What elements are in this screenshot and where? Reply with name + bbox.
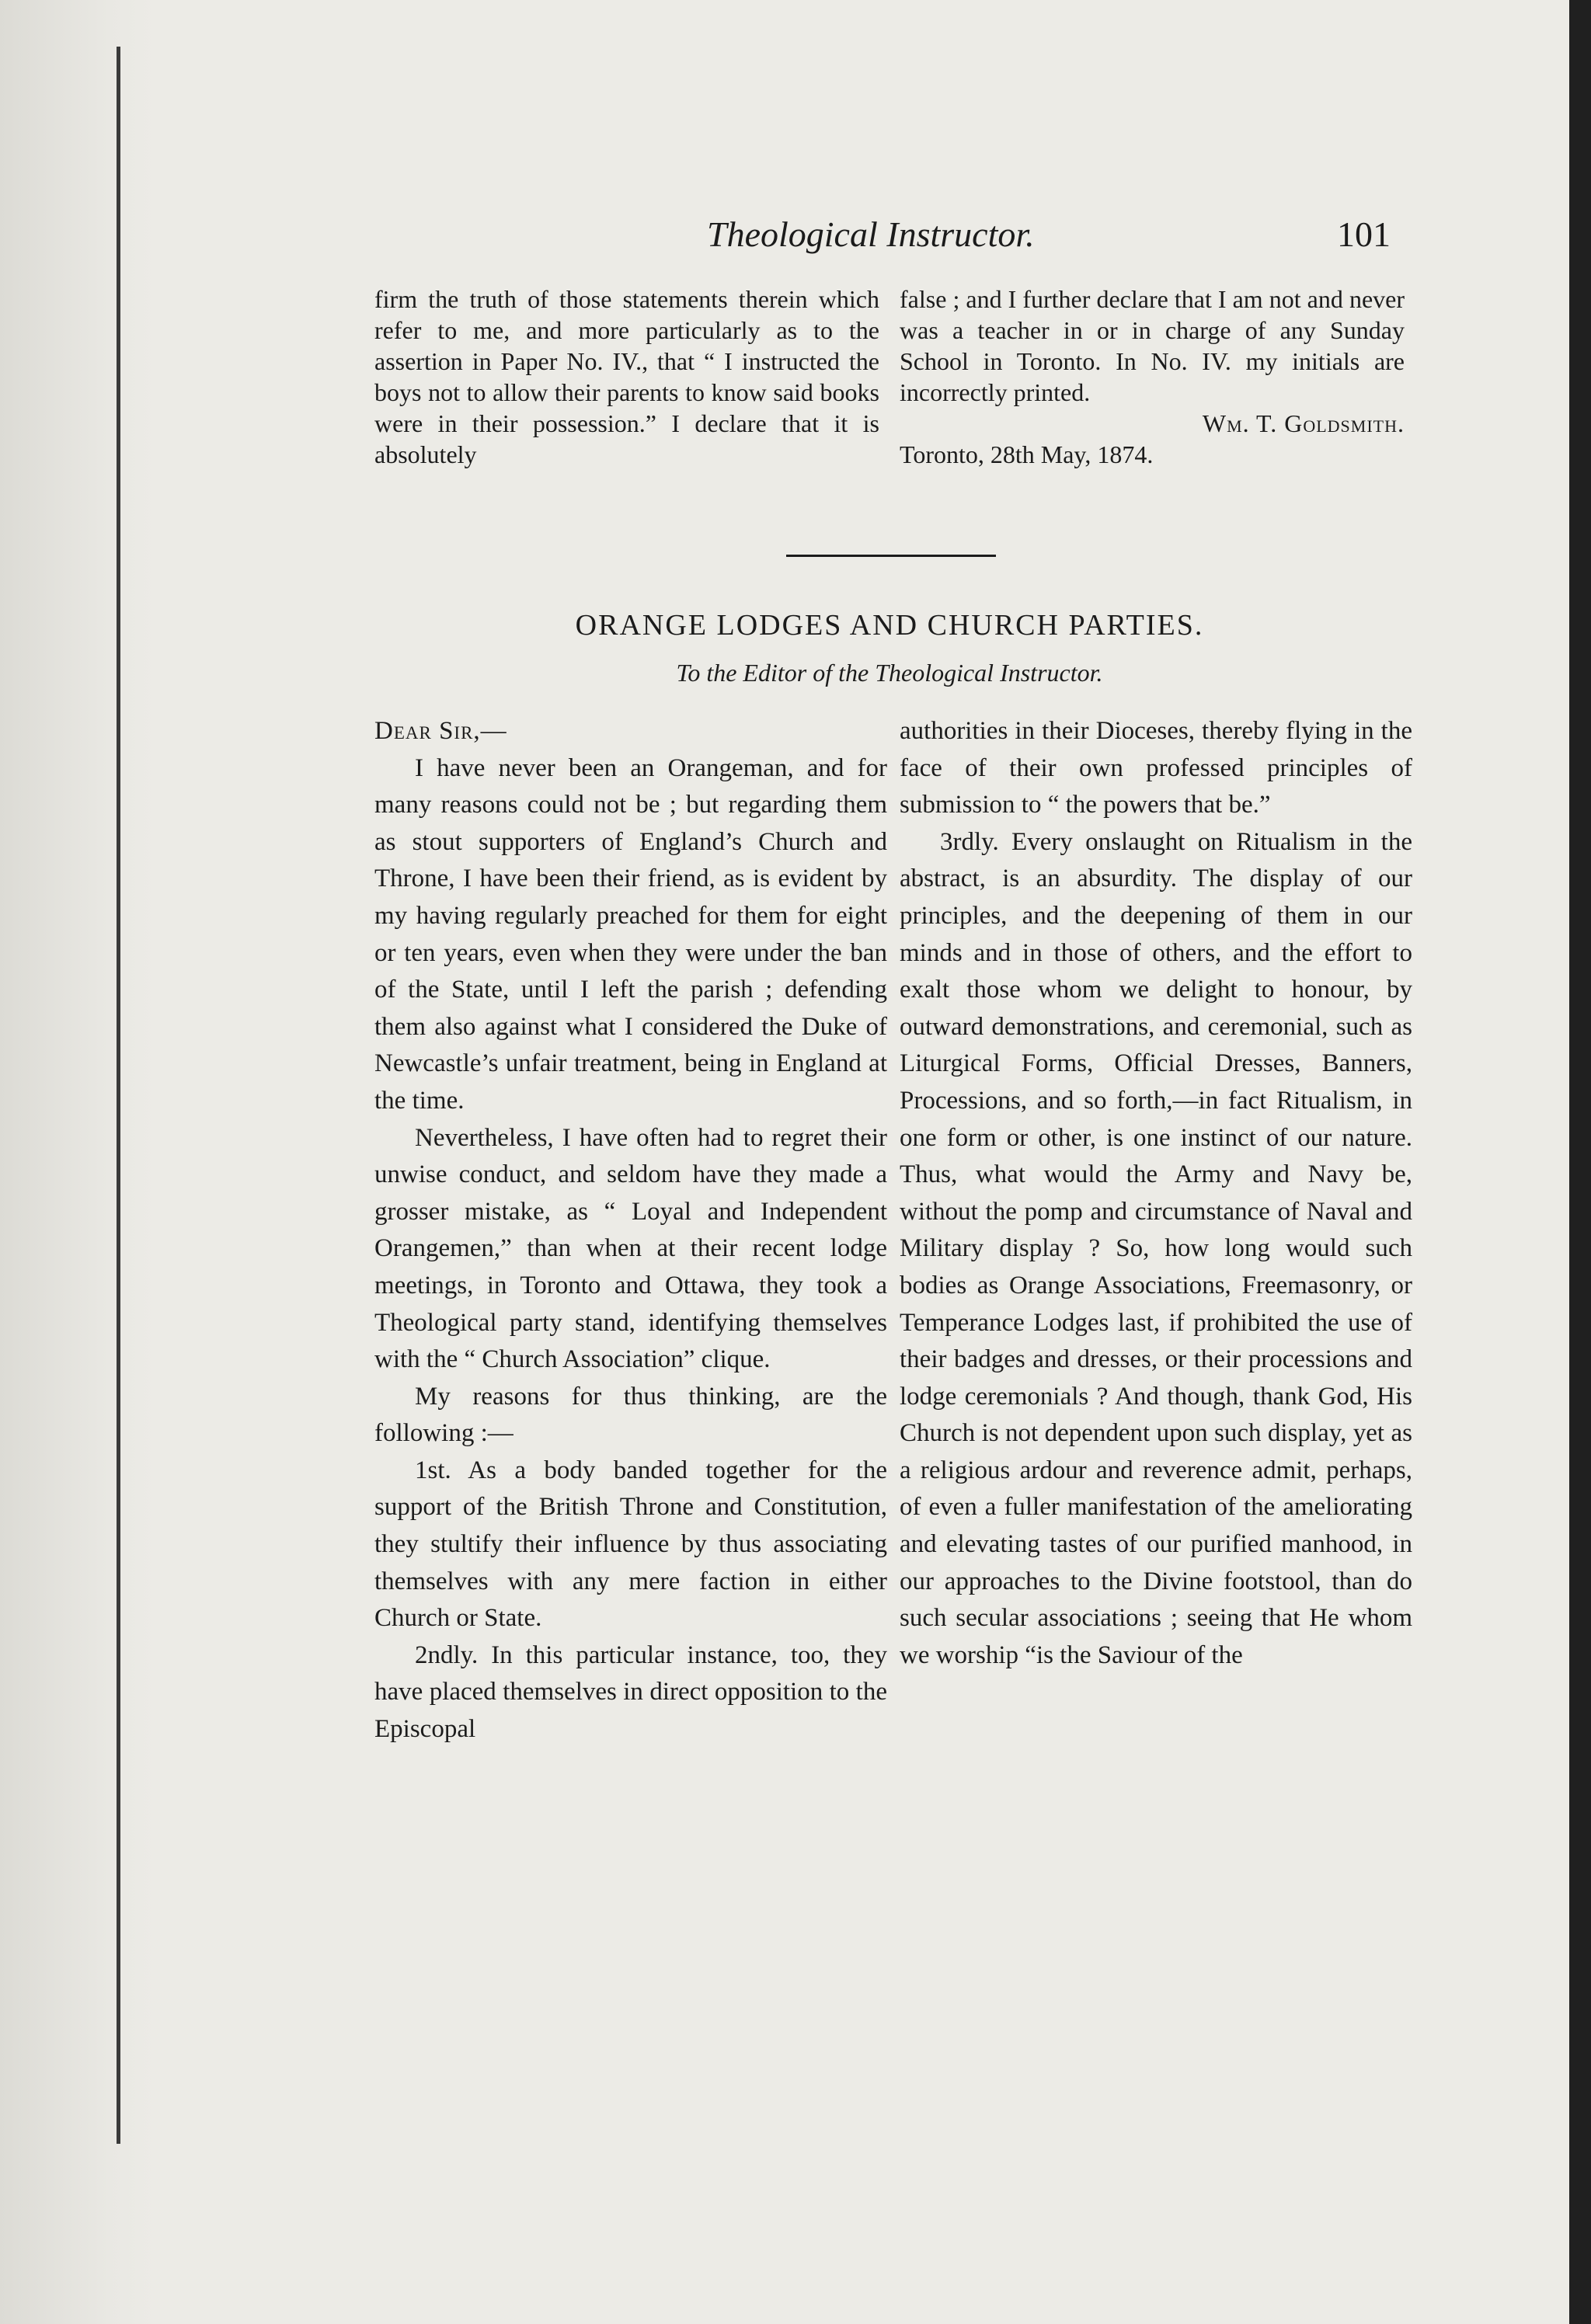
letter-end-right-column xyxy=(900,284,1405,470)
paragraph: 1st. As a body banded together for the support of the British Throne and Constitution, they stultify their influence by thus associating themselves with any mere faction in either Church or State. xyxy=(374,1456,887,1633)
page-gutter-line xyxy=(117,47,120,2144)
place-date: Toronto, 28th May, 1874. xyxy=(900,440,1154,468)
scan-border xyxy=(1569,0,1591,2324)
page-header xyxy=(388,211,1391,258)
paragraph: I have never been an Orangeman, and for many reasons could not be ; but regarding them as stout supporters of England’s Church and Throne, I have been their friend, as is evident by my having regularly preached for them for eight or ten years, even when they were under the ban of the State, until I left the parish ; defending them also against what I considered the Duke of Newcastle’s unfair treatment, being in England at the time. xyxy=(374,753,887,1115)
letter-end-right-text: false ; and I further declare that I am not and never was a teacher in or in charge of any Sunday School in Toronto. In No. IV. my initials are incorrectly printed. xyxy=(900,285,1405,406)
paragraph: 2ndly. In this particular instance, too, they have placed themselves in direct opposition to the Episcopal xyxy=(374,1640,887,1744)
facing-page-edge xyxy=(0,0,155,2324)
paragraph: authorities in their Dioceses, thereby flying in the face of their own professed principles of submission to “ the powers that be.” xyxy=(900,717,1412,819)
paragraph: My reasons for thus thinking, are the following :— xyxy=(374,1382,887,1448)
article-right-column xyxy=(900,713,1412,1674)
article-left-column xyxy=(374,713,887,1748)
signature: Wm. T. Goldsmith. xyxy=(1202,409,1405,437)
page-number: 101 xyxy=(1337,214,1391,254)
letter-end-left-column xyxy=(374,284,879,470)
paragraph: Nevertheless, I have often had to regret their unwise conduct, and seldom have they made a grosser mistake, as “ Loyal and Independent Orangemen,” than when at their recent lodge meetings, in Toronto and Ottawa, they took a Theological party stand, identifying themselves with the “ Church Association” clique. xyxy=(374,1123,887,1374)
article-addressee: To the Editor of the Theological Instructor. xyxy=(676,659,1103,687)
section-divider xyxy=(786,555,996,557)
salutation: Dear Sir,— xyxy=(374,717,507,745)
article-title: ORANGE LODGES AND CHURCH PARTIES. xyxy=(575,609,1204,642)
paragraph: 3rdly. Every onslaught on Ritualism in the abstract, is an absurdity. The display of our principles, and the deepening of them in our minds and in those of others, and the effort to exalt those whom we delight to honour, by outward demonstrations, and ceremonial, such as Liturgical Forms, Official Dresses, Banners, Processions, and so forth,—in fact Ritualism, in one form or other, is one instinct of our nature. Thus, what would the Army and Navy be, without the pomp and circumstance of Naval and Military display ? So, how long would such bodies as Orange Associations, Freemasonry, or Temperance Lodges last, if prohibited the use of their badges and dresses, or their processions and lodge ceremonials ? And though, thank God, His Church is not dependent upon such display, yet as a religious ardour and reverence admit, perhaps, of even a fuller manifestation of the ameliorating and elevating tastes of our purified manhood, in our approaches to the Divine footstool, than do such secular associations ; seeing that He whom we worship “is the Saviour of the xyxy=(900,827,1412,1669)
letter-end-left-text: firm the truth of those statements therein which refer to me, and more particularly as to the assertion in Paper No. IV., that “ I instructed the boys not to allow their parents to know said books were in their possession.” I declare that it is absolutely xyxy=(374,285,879,468)
running-title: Theological Instructor. xyxy=(707,214,1035,254)
